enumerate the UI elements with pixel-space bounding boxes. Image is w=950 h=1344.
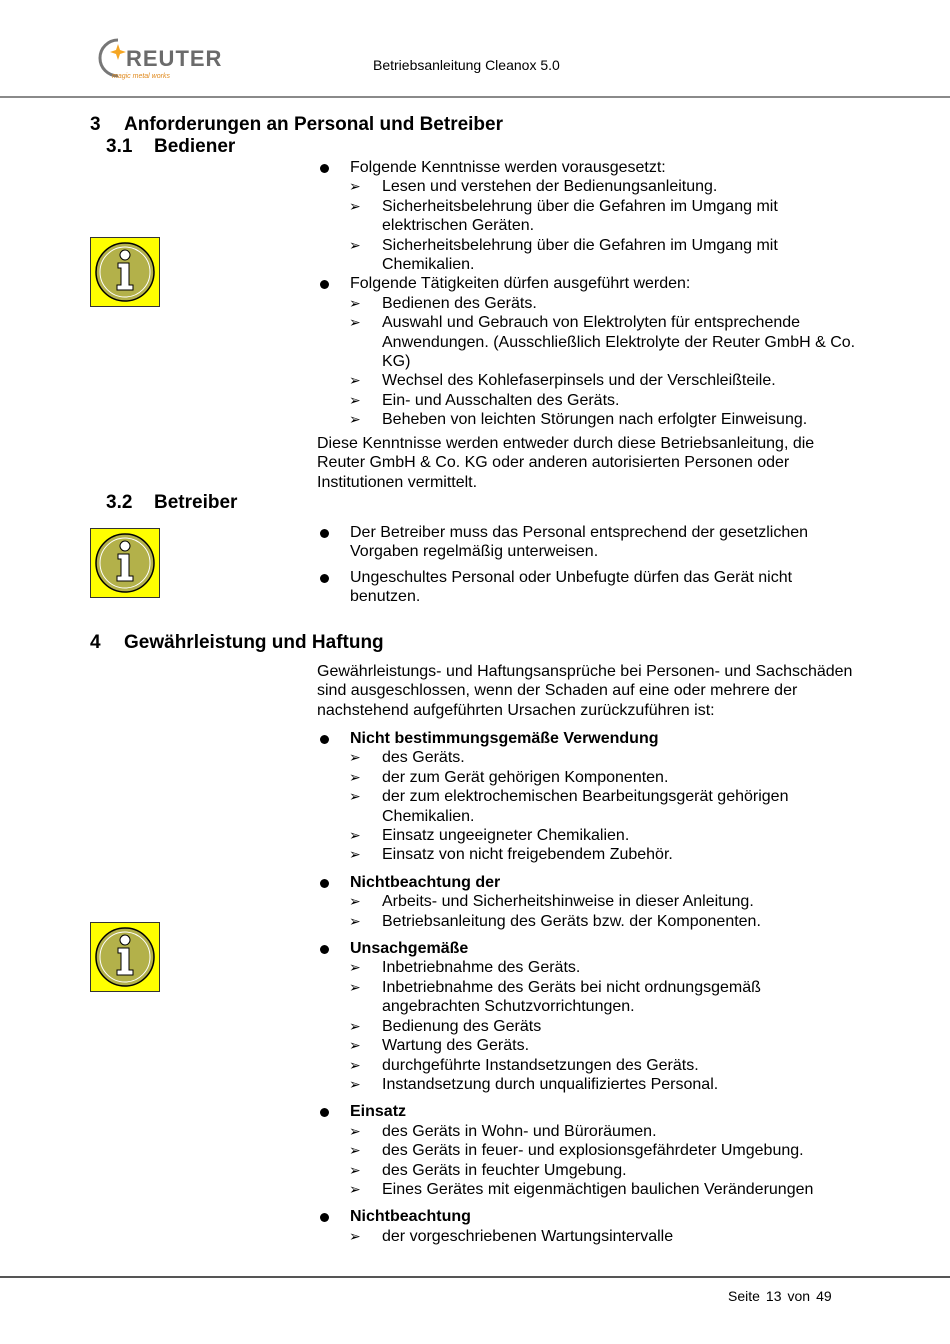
sub-list-item: ➢ Instandsetzung durch unqualifiziertes Personal. (349, 1075, 719, 1093)
sub-list-item: ➢ Inbetriebnahme des Geräts. (349, 959, 581, 977)
svg-text:magic metal works: magic metal works (112, 73, 170, 80)
operator-requirements-list (318, 158, 858, 430)
sub-list-item: ➢ Inbetriebnahme des Geräts bei nicht ordnungsgemäß angebrachten Schutzvorrichtungen. (349, 978, 761, 1016)
section-3-2-heading (106, 492, 237, 514)
section-3-heading (90, 114, 503, 136)
sub-list-item: ➢ Bedienung des Geräts (349, 1017, 542, 1035)
sub-list-item: ➢ Ein- und Ausschalten des Geräts. (349, 391, 620, 409)
bullet-icon (320, 1108, 329, 1117)
arrow-bullet-icon: ➢ (349, 372, 361, 389)
sub-list-item: ➢ der vorgeschriebenen Wartungsintervalle (349, 1227, 674, 1245)
sub-list-item: ➢ Einsatz von nicht freigebendem Zubehör. (349, 846, 673, 864)
list-item: Nichtbeachtung der (318, 873, 858, 892)
section-number: 4 (90, 632, 101, 653)
info-icon (90, 528, 160, 598)
bullet-icon (320, 574, 329, 583)
list-item: Einsatz (318, 1102, 858, 1121)
arrow-bullet-icon: ➢ (349, 893, 361, 910)
document-title: Betriebsanleitung Cleanox 5.0 (373, 57, 560, 73)
sub-list-item: ➢ Wartung des Geräts. (349, 1037, 530, 1055)
section-number: 3.2 (106, 492, 133, 513)
list-item: Nichtbeachtung (318, 1207, 858, 1226)
sub-list-item: ➢ Sicherheitsbelehrung über die Gefahren im Umgang mit elektrischen Geräten. (349, 197, 778, 235)
arrow-bullet-icon: ➢ (349, 959, 361, 976)
arrow-bullet-icon: ➢ (349, 1017, 361, 1034)
sub-list-item: ➢ des Geräts in feuchter Umgebung. (349, 1161, 627, 1179)
arrow-bullet-icon: ➢ (349, 768, 361, 785)
arrow-bullet-icon: ➢ (349, 411, 361, 428)
arrow-bullet-icon: ➢ (349, 749, 361, 766)
sub-list-item: ➢ Wechsel des Kohlefaserpinsels und der Verschleißteile. (349, 372, 776, 390)
bullet-icon (320, 735, 329, 744)
info-icon (90, 237, 160, 307)
sub-list-item: ➢ Auswahl und Gebrauch von Elektrolyten für entsprechende Anwendungen. (Ausschließlich Elektrolyte der Reuter GmbH & Co. KG) (349, 314, 856, 371)
section-4-heading (90, 632, 384, 654)
list-item: Folgende Tätigkeiten dürfen ausgeführt werden: (318, 274, 858, 293)
sub-list-item: ➢ Arbeits- und Sicherheitshinweise in dieser Anleitung. (349, 893, 754, 911)
arrow-bullet-icon: ➢ (349, 1037, 361, 1054)
arrow-bullet-icon: ➢ (349, 1142, 361, 1159)
arrow-bullet-icon: ➢ (349, 978, 361, 995)
sub-list-item: ➢ Betriebsanleitung des Geräts bzw. der Komponenten. (349, 912, 761, 930)
list-item: Unsachgemäße (318, 939, 858, 958)
bullet-icon (320, 879, 329, 888)
operator-duties-list (318, 523, 858, 607)
bullet-icon (320, 1213, 329, 1222)
svg-text:REUTER: REUTER (126, 46, 223, 71)
section-title: Gewährleistung und Haftung (124, 632, 384, 653)
arrow-bullet-icon: ➢ (349, 1075, 361, 1092)
section-title: Anforderungen an Personal und Betreiber (124, 114, 503, 135)
reuter-logo (96, 34, 232, 82)
arrow-bullet-icon: ➢ (349, 391, 361, 408)
arrow-bullet-icon: ➢ (349, 294, 361, 311)
section-title: Bediener (154, 136, 236, 157)
section-number: 3.1 (106, 136, 133, 157)
section-title: Betreiber (154, 492, 238, 513)
sub-list-item: ➢ Einsatz ungeeigneter Chemikalien. (349, 827, 630, 845)
bullet-icon (320, 529, 329, 538)
sub-list-item: ➢ Bedienen des Geräts. (349, 294, 537, 312)
arrow-bullet-icon: ➢ (349, 846, 361, 863)
arrow-bullet-icon: ➢ (349, 1227, 361, 1244)
page-number: Seite 13 von 49 (728, 1288, 832, 1304)
warranty-intro: Gewährleistungs- und Haftungsansprüche bei Personen- und Sachschäden sind ausgeschlossen, wenn der Schaden auf eine oder mehrere der nachstehend aufgeführten Ursachen zurückzuführen ist: (317, 663, 853, 719)
arrow-bullet-icon: ➢ (349, 1122, 361, 1139)
arrow-bullet-icon: ➢ (349, 178, 361, 195)
sub-list-item: ➢ durchgeführte Instandsetzungen des Geräts. (349, 1056, 699, 1074)
bullet-icon (320, 945, 329, 954)
sub-list-item: ➢ des Geräts in Wohn- und Büroräumen. (349, 1122, 657, 1140)
sub-list-item: ➢ Eines Gerätes mit eigenmächtigen baulichen Veränderungen (349, 1180, 814, 1198)
arrow-bullet-icon: ➢ (349, 827, 361, 844)
arrow-bullet-icon: ➢ (349, 1180, 361, 1197)
list-item: Folgende Kenntnisse werden vorausgesetzt: (318, 158, 858, 177)
info-icon (90, 922, 160, 992)
bullet-icon (320, 164, 329, 173)
arrow-bullet-icon: ➢ (349, 912, 361, 929)
sub-list-item: ➢ Beheben von leichten Störungen nach erfolgter Einweisung. (349, 411, 808, 429)
section-number: 3 (90, 114, 101, 135)
bullet-icon (320, 280, 329, 289)
arrow-bullet-icon: ➢ (349, 788, 361, 805)
arrow-bullet-icon: ➢ (349, 1056, 361, 1073)
arrow-bullet-icon: ➢ (349, 314, 361, 331)
list-item: Der Betreiber muss das Personal entsprechend der gesetzlichen Vorgaben regelmäßig unterweisen. (318, 523, 858, 562)
arrow-bullet-icon: ➢ (349, 1161, 361, 1178)
exclusions-list (318, 729, 858, 1246)
header-divider (0, 96, 950, 98)
sub-list-item: ➢ der zum elektrochemischen Bearbeitungsgerät gehörigen Chemikalien. (349, 788, 789, 825)
sub-list-item: ➢ der zum Gerät gehörigen Komponenten. (349, 768, 669, 786)
sub-list-item: ➢ des Geräts. (349, 749, 465, 767)
section-3-1-heading (106, 136, 235, 158)
sub-list-item: ➢ Sicherheitsbelehrung über die Gefahren im Umgang mit Chemikalien. (349, 236, 778, 274)
arrow-bullet-icon: ➢ (349, 197, 361, 214)
arrow-bullet-icon: ➢ (349, 236, 361, 253)
list-item: Ungeschultes Personal oder Unbefugte dürfen das Gerät nicht benutzen. (318, 568, 858, 607)
sub-list-item: ➢ des Geräts in feuer- und explosionsgefährdeter Umgebung. (349, 1142, 804, 1160)
knowledge-note: Diese Kenntnisse werden entweder durch diese Betriebsanleitung, die Reuter GmbH & Co. KG oder anderen autorisierten Personen oder Institutionen vermittelt. (317, 435, 815, 491)
list-item: Nicht bestimmungsgemäße Verwendung (318, 729, 858, 748)
footer-divider (0, 1276, 950, 1278)
sub-list-item: ➢ Lesen und verstehen der Bedienungsanleitung. (349, 178, 718, 196)
